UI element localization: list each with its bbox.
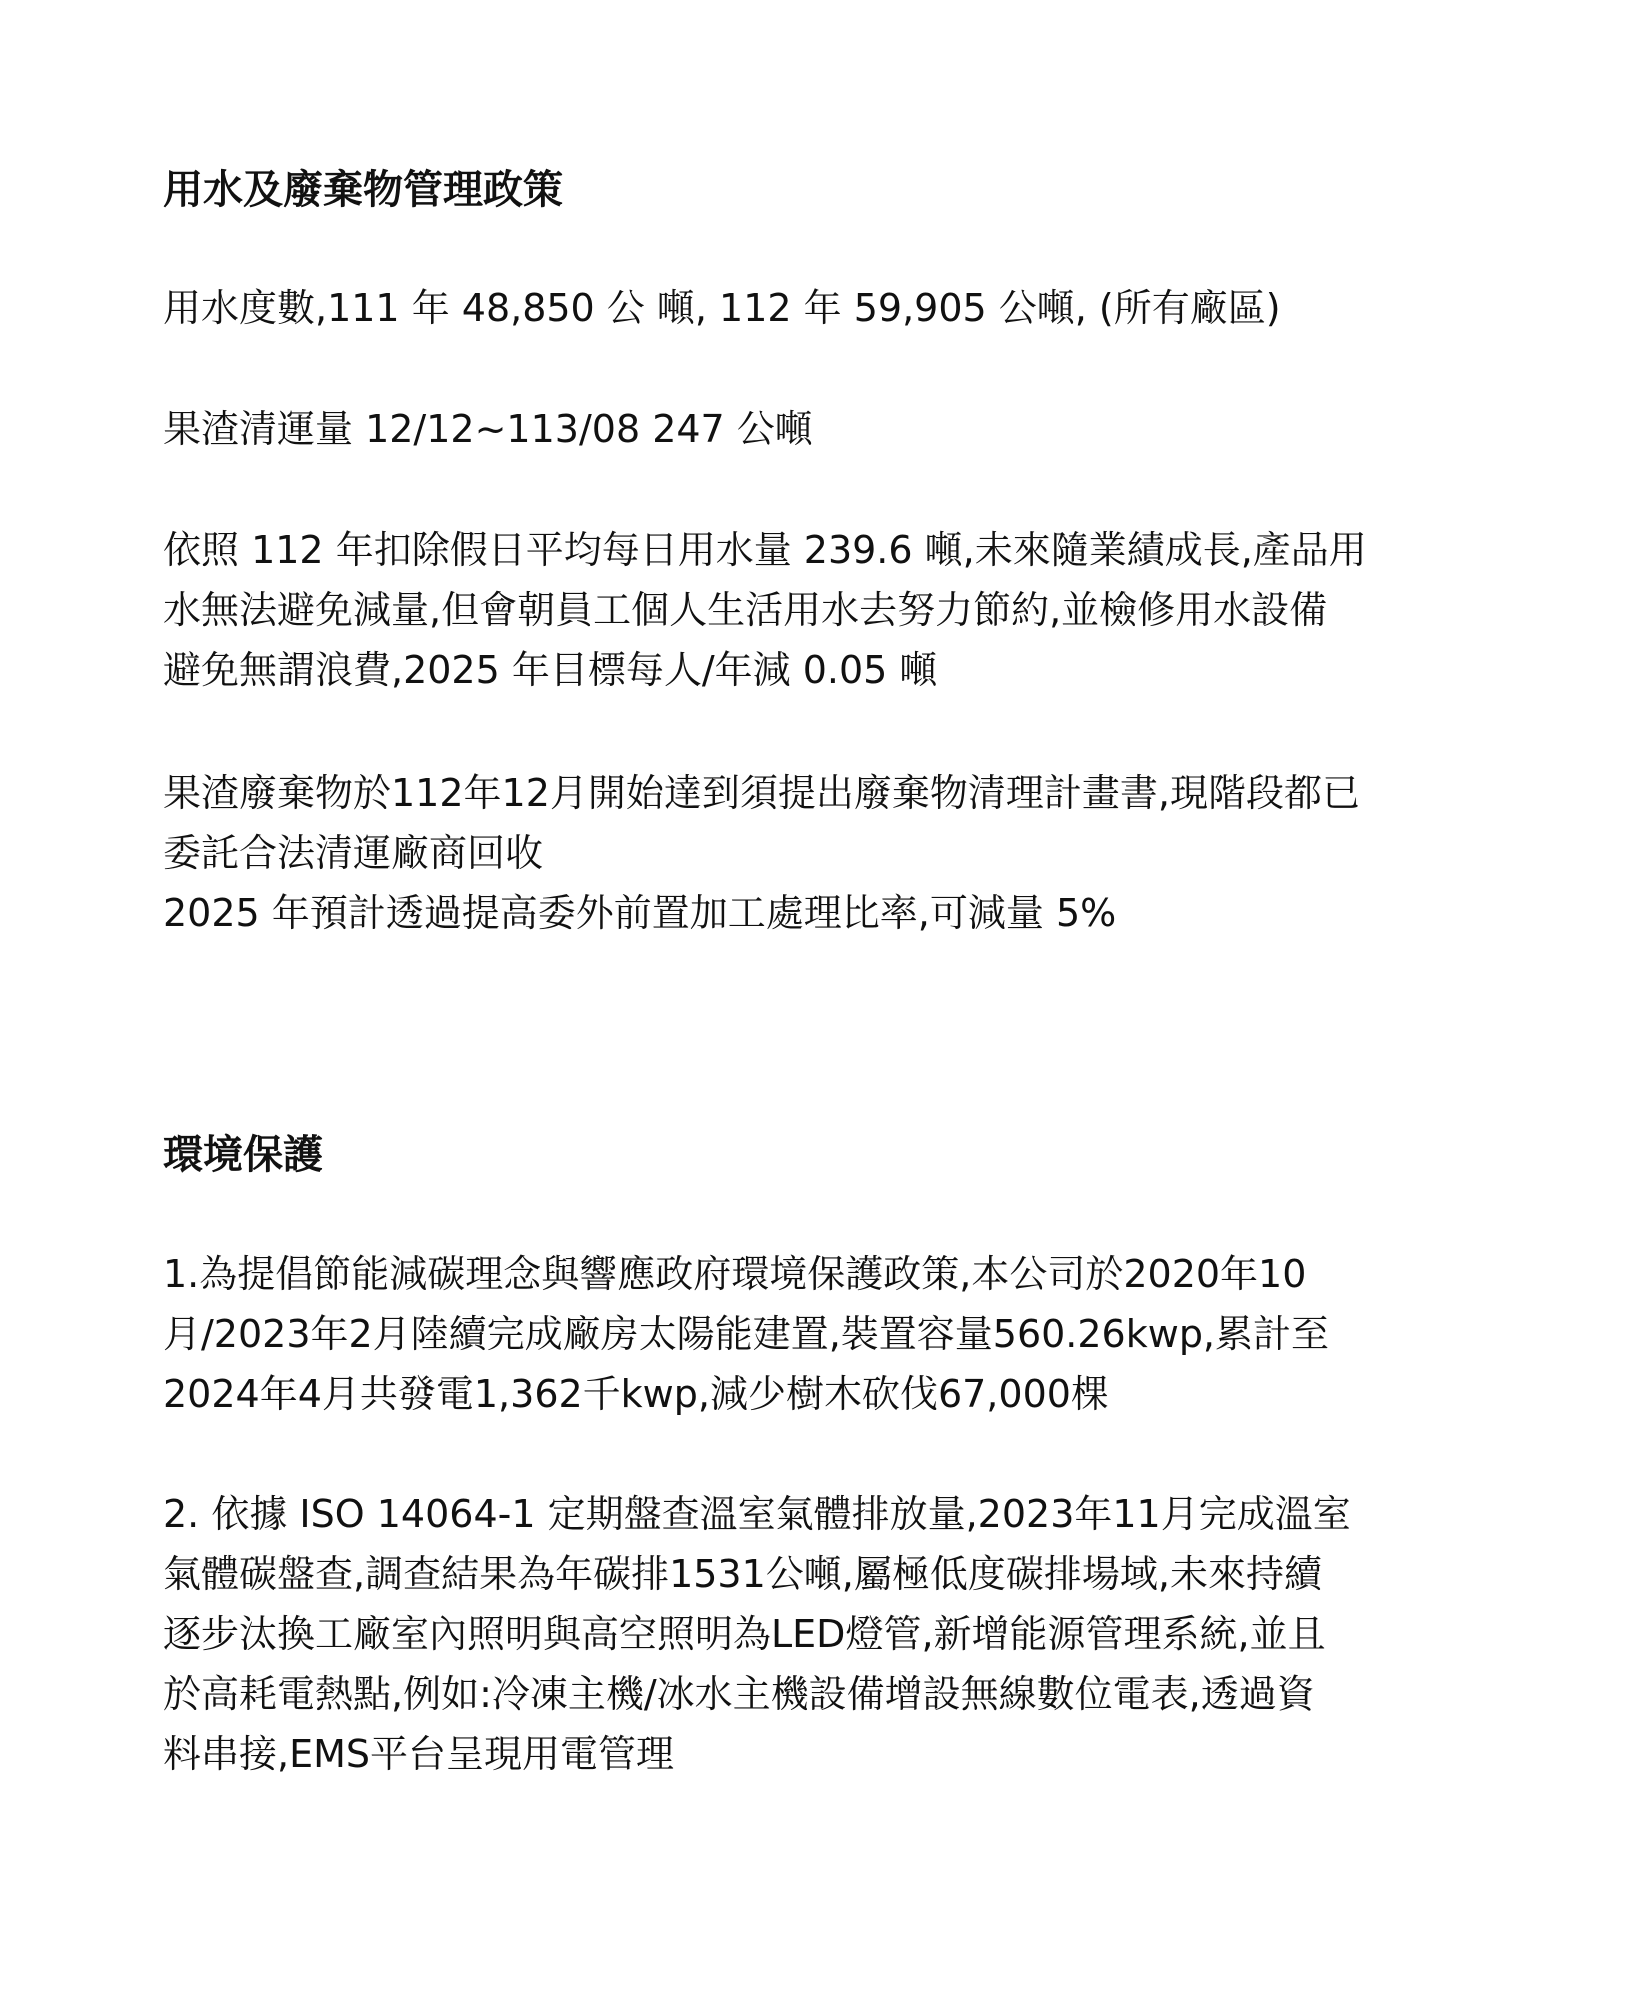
text-line: 果渣廢棄物於112年12月開始達到須提出廢棄物清理計畫書,現階段都已: [163, 771, 1360, 815]
heading-environmental-protection: 環境保護: [163, 1132, 323, 1178]
text-line: 用水度數,111 年 48,850 公 噸, 112 年 59,905 公噸, (所有廠區): [163, 286, 1281, 330]
paragraph-water-plan: [163, 520, 1523, 700]
paragraph-solar-installation: [163, 1244, 1523, 1424]
text-line: 2. 依據 ISO 14064-1 定期盤查溫室氣體排放量,2023年11月完成溫室: [163, 1492, 1351, 1536]
text-line: 依照 112 年扣除假日平均每日用水量 239.6 噸,未來隨業績成長,產品用: [163, 528, 1367, 572]
text-line: 2025 年預計透過提高委外前置加工處理比率,可減量 5%: [163, 891, 1117, 935]
text-line: 1.為提倡節能減碳理念與響應政府環境保護政策,本公司於2020年10: [163, 1252, 1307, 1296]
text-line: 於高耗電熱點,例如:冷凍主機/冰水主機設備增設無線數位電表,透過資: [163, 1672, 1315, 1716]
text-line: 料串接,EMS平台呈現用電管理: [163, 1732, 674, 1776]
text-line: 氣體碳盤查,調查結果為年碳排1531公噸,屬極低度碳排場域,未來持續: [163, 1552, 1322, 1596]
text-line: 月/2023年2月陸續完成廠房太陽能建置,裝置容量560.26kwp,累計至: [163, 1312, 1330, 1356]
heading-water-waste-policy: 用水及廢棄物管理政策: [163, 167, 563, 213]
paragraph-water-usage: [163, 278, 1523, 338]
text-line: 避免無謂浪費,2025 年目標每人/年減 0.05 噸: [163, 648, 938, 692]
text-line: 逐步汰換工廠室內照明與高空照明為LED燈管,新增能源管理系統,並且: [163, 1612, 1326, 1656]
paragraph-waste-plan: [163, 763, 1523, 943]
paragraph-residue-volume: [163, 399, 1523, 459]
text-line: 水無法避免減量,但會朝員工個人生活用水去努力節約,並檢修用水設備: [163, 588, 1328, 632]
text-line: 2024年4月共發電1,362千kwp,減少樹木砍伐67,000棵: [163, 1372, 1109, 1416]
text-line: 委託合法清運廠商回收: [163, 831, 544, 875]
text-line: 果渣清運量 12/12~113/08 247 公噸: [163, 407, 813, 451]
paragraph-carbon-inventory: [163, 1484, 1523, 1784]
